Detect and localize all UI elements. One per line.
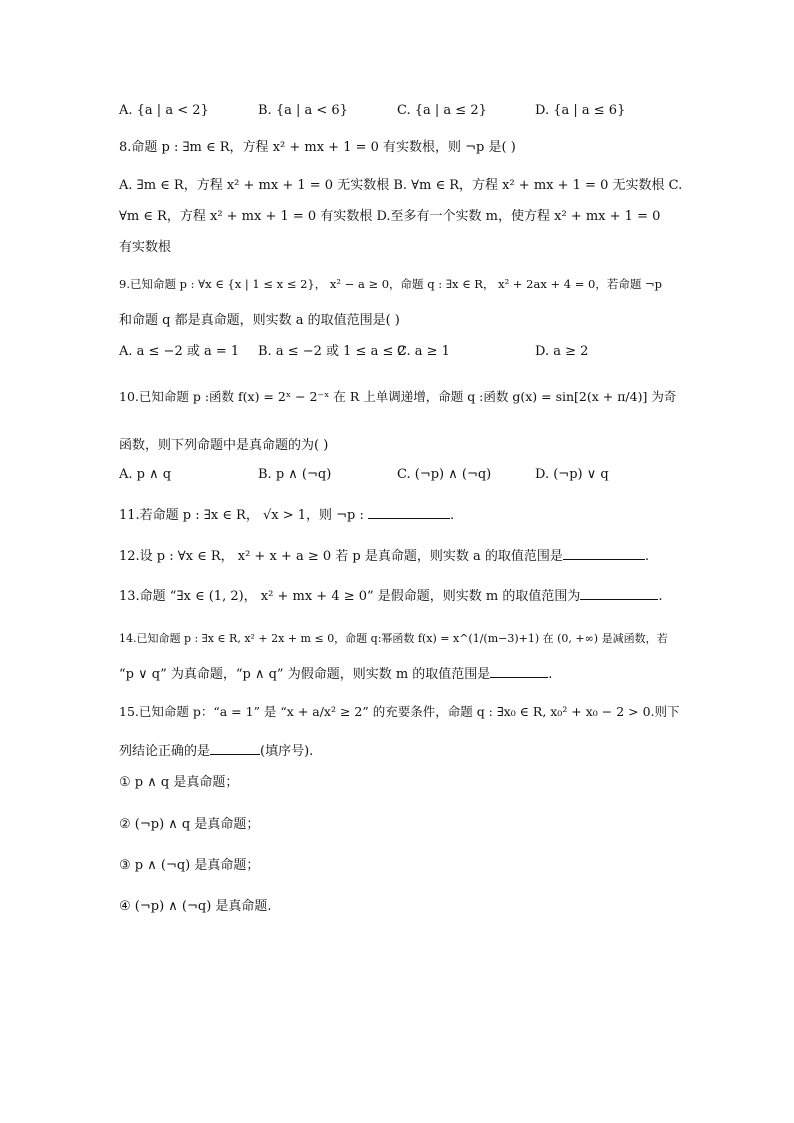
q14-answer-blank[interactable] (490, 664, 548, 678)
q8-option-d-cont: 有实数根 (119, 240, 172, 255)
q8-options-cd: ∀m ∈ R，方程 x² + mx + 1 = 0 有实数根 D.至多有一个实数 m，使方程 x² + mx + 1 = 0 (119, 209, 661, 224)
q7-option-a: A. {a | a < 2} (119, 103, 209, 118)
q11-end: . (450, 508, 455, 523)
q15-line2 (119, 741, 313, 761)
q7-option-d: D. {a | a ≤ 6} (535, 103, 626, 118)
q9-line2: 和命题 q 都是真命题，则实数 a 的取值范围是( ) (119, 313, 400, 328)
q14-end: . (548, 667, 553, 682)
q13-line (119, 586, 663, 606)
q13-answer-blank[interactable] (580, 586, 658, 600)
q14-line2 (119, 664, 552, 684)
q8-options-ab: A. ∃m ∈ R，方程 x² + mx + 1 = 0 无实数根 B. ∀m ∈ R，方程 x² + mx + 1 = 0 无实数根 C. (119, 178, 683, 193)
q15-item-3: ③ p ∧ (¬q) 是真命题； (119, 858, 260, 873)
q9-line1: 9.已知命题 p : ∀x ∈ {x | 1 ≤ x ≤ 2}， x² − a ≥ 0，命题 q : ∃x ∈ R， x² + 2ax + 4 = 0，若命题 ¬p (119, 277, 663, 291)
q13-text: 13.命题 “∃x ∈ (1, 2)， x² + mx + 4 ≥ 0” 是假命题，则实数 m 的取值范围为 (119, 589, 581, 604)
q7-option-b: B. {a | a < 6} (258, 103, 348, 118)
q15-item-4: ④ (¬p) ∧ (¬q) 是真命题. (119, 899, 272, 914)
q15-line1: 15.已知命题 p：“a = 1” 是 “x + a/x² ≥ 2” 的充要条件，命题 q : ∃x₀ ∈ R, x₀² + x₀ − 2 > 0.则下 (119, 704, 680, 719)
q14-text: “p ∨ q” 为真命题，“p ∧ q” 为假命题，则实数 m 的取值范围是 (119, 667, 491, 682)
q10-line1: 10.已知命题 p :函数 f(x) = 2ˣ − 2⁻ˣ 在 R 上单调递增，命题 q :函数 g(x) = sin[2(x + π/4)] 为奇 (119, 389, 677, 404)
q8-stem: 8.命题 p : ∃m ∈ R，方程 x² + mx + 1 = 0 有实数根，则 ¬p 是( ) (119, 140, 516, 155)
q10-option-a: A. p ∧ q (119, 467, 172, 482)
q11-line (119, 505, 454, 525)
q13-end: . (658, 589, 663, 604)
q10-option-c: C. (¬p) ∧ (¬q) (397, 467, 492, 482)
q7-option-c: C. {a | a ≤ 2} (397, 103, 487, 118)
q15-end: (填序号). (260, 744, 314, 759)
q12-text: 12.设 p : ∀x ∈ R， x² + x + a ≥ 0 若 p 是真命题，则实数 a 的取值范围是 (119, 549, 563, 564)
q9-option-c: C. a ≥ 1 (397, 344, 450, 359)
q15-answer-blank[interactable] (210, 741, 260, 755)
q9-option-d: D. a ≥ 2 (535, 344, 589, 359)
q9-option-b: B. a ≤ −2 或 1 ≤ a ≤ 2 (258, 344, 406, 359)
q12-line (119, 546, 649, 566)
q12-answer-blank[interactable] (563, 546, 645, 560)
q10-line2: 函数，则下列命题中是真命题的为( ) (119, 438, 329, 453)
q10-option-d: D. (¬p) ∨ q (535, 467, 609, 482)
q15-item-2: ② (¬p) ∧ q 是真命题； (119, 817, 260, 832)
q15-item-1: ① p ∧ q 是真命题； (119, 775, 239, 790)
q11-text: 11.若命题 p : ∃x ∈ R， √x > 1，则 ¬p : (119, 508, 368, 523)
q11-answer-blank[interactable] (368, 505, 450, 519)
q12-end: . (644, 549, 650, 564)
q9-option-a: A. a ≤ −2 或 a = 1 (119, 344, 240, 359)
q10-option-b: B. p ∧ (¬q) (258, 467, 332, 482)
q15-text: 列结论正确的是 (119, 744, 211, 759)
q14-line1: 14.已知命题 p : ∃x ∈ R, x² + 2x + m ≤ 0，命题 q:幂函数 f(x) = x^(1/(m−3)+1) 在 (0, +∞) 是减函数，若 (119, 632, 668, 645)
